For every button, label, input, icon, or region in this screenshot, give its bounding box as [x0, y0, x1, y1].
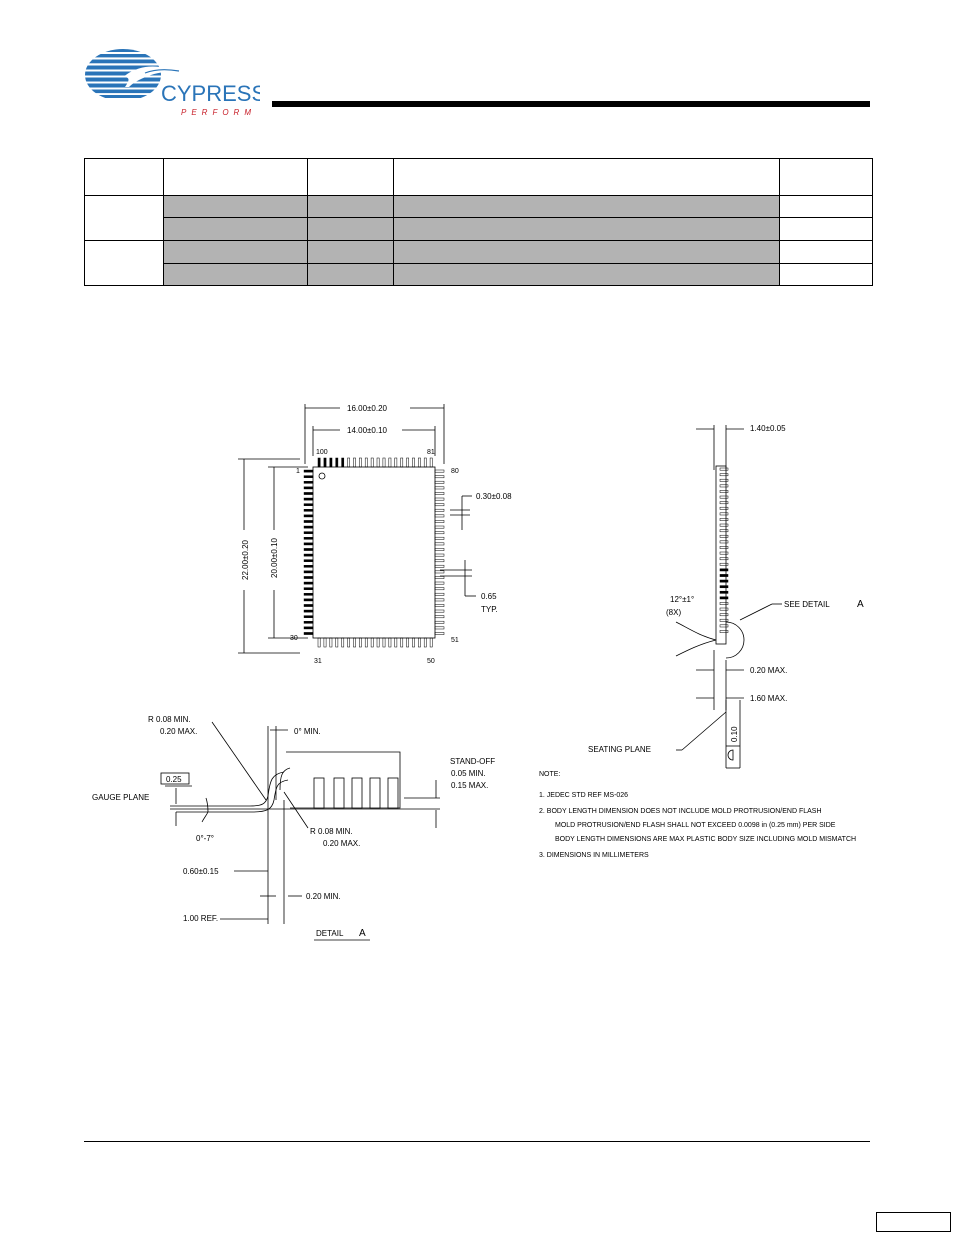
- lead-pin: [435, 616, 444, 618]
- footer-rule: [84, 1141, 870, 1142]
- lead-pin: [430, 638, 432, 647]
- lead-pin: [720, 496, 728, 498]
- lead-pin: [359, 638, 361, 647]
- ref: 1.00 REF.: [183, 914, 219, 923]
- lead-pin: [418, 638, 420, 647]
- lead-pin: [395, 458, 397, 467]
- lead-pin: [342, 638, 344, 647]
- lead-pin: [389, 638, 391, 647]
- lead-pin: [720, 602, 728, 604]
- lead-pin: [720, 468, 728, 470]
- dim-14: 14.00±0.10: [347, 426, 387, 435]
- lead-pin: [435, 526, 444, 528]
- see-detail: SEE DETAIL: [784, 600, 830, 609]
- lead-pin: [435, 593, 444, 595]
- lead-pin: [304, 509, 313, 511]
- lead-pin: [435, 604, 444, 606]
- lead-pin: [435, 588, 444, 590]
- lead-pin: [720, 535, 728, 537]
- lead-pin: [435, 498, 444, 500]
- pin-81: 81: [427, 449, 435, 456]
- lead-pin: [359, 458, 361, 467]
- lead-pin: [435, 621, 444, 623]
- detail-letter: A: [857, 599, 864, 610]
- lead-pin: [720, 490, 728, 492]
- lead-pin: [304, 616, 313, 618]
- notes-title: NOTE:: [539, 771, 561, 778]
- lead-pin: [401, 638, 403, 647]
- dim-20: 20.00±0.10: [270, 538, 279, 578]
- lead-pin: [720, 518, 728, 520]
- lead-pin: [720, 530, 728, 532]
- lead-pin: [353, 638, 355, 647]
- lead-pin: [430, 458, 432, 467]
- lead-pin: [720, 479, 728, 481]
- lead-pin: [720, 625, 728, 627]
- lead-pin: [720, 630, 728, 632]
- logo-tagline: PERFORM: [181, 108, 256, 117]
- lead-pin: [424, 638, 426, 647]
- lead-pin: [720, 608, 728, 610]
- lead-pin: [365, 638, 367, 647]
- pin-31: 31: [314, 658, 322, 665]
- lead-pin: [435, 582, 444, 584]
- lead-pin: [304, 487, 313, 489]
- lead-pin: [435, 532, 444, 534]
- pin-50: 50: [427, 658, 435, 665]
- lead-pin: [304, 470, 313, 472]
- lead-pin: [720, 586, 728, 588]
- lead-pin: [435, 610, 444, 612]
- standoff-min: 0.05 MIN.: [451, 769, 486, 778]
- lead-pin: [435, 554, 444, 556]
- lead-pin: [353, 458, 355, 467]
- r2-max: 0.20 MAX.: [323, 839, 361, 848]
- pin-51: 51: [451, 637, 459, 644]
- dim-16: 16.00±0.20: [347, 404, 387, 413]
- lead-pin: [304, 588, 313, 590]
- lead-pin: [720, 591, 728, 593]
- lead-pin: [377, 458, 379, 467]
- lead-pin: [371, 638, 373, 647]
- lead-pin: [318, 638, 320, 647]
- standoff-max-detail: 0.15 MAX.: [451, 781, 489, 790]
- lead-pin: [304, 582, 313, 584]
- note-1: 1. JEDEC STD REF MS-026: [539, 792, 629, 799]
- page-number-box: [876, 1212, 951, 1232]
- lead-pin: [435, 565, 444, 567]
- lead-width: 0.30±0.08: [476, 492, 512, 501]
- lead-pin: [336, 638, 338, 647]
- lead-pin: [720, 502, 728, 504]
- lead-pin: [435, 560, 444, 562]
- lead-pin: [377, 638, 379, 647]
- lead-pin: [435, 543, 444, 545]
- lead-pin: [435, 599, 444, 601]
- lead-pin: [324, 458, 326, 467]
- lead-pin: [720, 552, 728, 554]
- lead-pin: [304, 548, 313, 550]
- gauge-plane: GAUGE PLANE: [92, 793, 150, 802]
- r2-min: R 0.08 MIN.: [310, 827, 353, 836]
- lead-pin: [720, 541, 728, 543]
- pitch: 0.65: [481, 592, 497, 601]
- lead-pin: [435, 548, 444, 550]
- lead-pin: [365, 458, 367, 467]
- lead-pin: [720, 580, 728, 582]
- lead-pin: [720, 558, 728, 560]
- lead-pin: [304, 627, 313, 629]
- lead-pin: [418, 458, 420, 467]
- standoff: STAND-OFF: [450, 757, 496, 766]
- lead-pin: [424, 458, 426, 467]
- pin1-marker: [319, 473, 325, 479]
- pin-80: 80: [451, 468, 459, 475]
- note-2b: MOLD PROTRUSION/END FLASH SHALL NOT EXCEED 0.0098 in (0.25 mm) PER SIDE: [555, 822, 836, 829]
- lead-pin: [435, 504, 444, 506]
- lead-pin: [435, 537, 444, 539]
- height-max: 1.60 MAX.: [750, 694, 788, 703]
- lead-pin: [304, 621, 313, 623]
- lead-pin: [720, 563, 728, 565]
- lead-pin: [435, 632, 444, 634]
- dim-22: 22.00±0.20: [241, 540, 250, 580]
- lead-pin: [435, 476, 444, 478]
- lead-pin: [435, 509, 444, 511]
- lead-pin: [304, 498, 313, 500]
- lead-pin: [304, 632, 313, 634]
- r1-min: R 0.08 MIN.: [148, 715, 191, 724]
- note-2c: BODY LENGTH DIMENSIONS ARE MAX PLASTIC BODY SIZE INCLUDING MOLD MISMATCH: [555, 836, 857, 843]
- detail-label: DETAIL: [316, 929, 344, 938]
- note-2a: 2. BODY LENGTH DIMENSION DOES NOT INCLUDE MOLD PROTRUSION/END FLASH: [539, 808, 822, 815]
- logo-wordmark: CYPRESS: [161, 81, 260, 106]
- lead-pin: [304, 565, 313, 567]
- angle: 12°±1°: [670, 595, 695, 604]
- lead-pin: [412, 638, 414, 647]
- lead-pin: [330, 638, 332, 647]
- lead-pin: [435, 515, 444, 517]
- lead-pin: [304, 560, 313, 562]
- lead-pin: [348, 458, 350, 467]
- lead-pin: [435, 492, 444, 494]
- lead-pin: [304, 492, 313, 494]
- angle-min: 0° MIN.: [294, 727, 321, 736]
- lead-min: 0.20 MIN.: [306, 892, 341, 901]
- pitch-typ: TYP.: [481, 605, 498, 614]
- lead-pin: [304, 593, 313, 595]
- thickness: 1.40±0.05: [750, 424, 786, 433]
- note-3: 3. DIMENSIONS IN MILLIMETERS: [539, 852, 649, 859]
- lead-pin: [720, 507, 728, 509]
- flatness: 0.10: [730, 726, 739, 742]
- angle-count: (8X): [666, 608, 682, 617]
- pin-30: 30: [290, 635, 298, 642]
- lead-pin: [304, 476, 313, 478]
- lead-pin: [324, 638, 326, 647]
- lead-pin: [720, 597, 728, 599]
- lead-pin: [304, 526, 313, 528]
- standoff-max: 0.20 MAX.: [750, 666, 788, 675]
- lead-pin: [435, 576, 444, 578]
- lead-pin: [412, 458, 414, 467]
- lead-pin: [389, 458, 391, 467]
- lead-pin: [395, 638, 397, 647]
- lead-pin: [435, 627, 444, 629]
- lead-pin: [371, 458, 373, 467]
- lead-pin: [348, 638, 350, 647]
- lead-pin: [330, 458, 332, 467]
- lead-pin: [383, 638, 385, 647]
- lead-pin: [336, 458, 338, 467]
- lead-pin: [401, 458, 403, 467]
- lead-pin: [720, 619, 728, 621]
- lead-pin: [383, 458, 385, 467]
- lead-pin: [304, 504, 313, 506]
- lead-pin: [435, 520, 444, 522]
- lead-pin: [304, 554, 313, 556]
- lead-pin: [304, 532, 313, 534]
- lead-angle: 0°-7°: [196, 834, 214, 843]
- lead-pin: [435, 470, 444, 472]
- lead-pin: [720, 574, 728, 576]
- gauge-value: 0.25: [166, 775, 182, 784]
- lead-pin: [435, 487, 444, 489]
- lead-pin: [304, 481, 313, 483]
- lead-pin: [720, 485, 728, 487]
- foot-length: 0.60±0.15: [183, 867, 219, 876]
- top-view: [238, 404, 476, 653]
- lead-pin: [407, 638, 409, 647]
- lead-pin: [720, 474, 728, 476]
- lead-pin: [720, 546, 728, 548]
- lead-pin: [407, 458, 409, 467]
- pin-100: 100: [316, 449, 328, 456]
- lead-pin: [304, 610, 313, 612]
- lead-pin: [304, 515, 313, 517]
- detail-label-letter: A: [359, 928, 366, 939]
- lead-pin: [720, 524, 728, 526]
- lead-pin: [342, 458, 344, 467]
- lead-pin: [304, 604, 313, 606]
- package-body: [313, 467, 435, 638]
- lead-pin: [304, 537, 313, 539]
- r1-max: 0.20 MAX.: [160, 727, 198, 736]
- seating-plane: SEATING PLANE: [588, 745, 651, 754]
- pin-1: 1: [296, 468, 300, 475]
- lead-pin: [304, 576, 313, 578]
- lead-pin: [435, 481, 444, 483]
- lead-pin: [304, 543, 313, 545]
- lead-pin: [304, 520, 313, 522]
- lead-pin: [720, 614, 728, 616]
- lead-pin: [720, 569, 728, 571]
- lead-pin: [304, 599, 313, 601]
- lead-pin: [720, 513, 728, 515]
- lead-pin: [318, 458, 320, 467]
- lead-pin: [435, 571, 444, 573]
- detail-a: [165, 722, 440, 940]
- lead-pin: [304, 571, 313, 573]
